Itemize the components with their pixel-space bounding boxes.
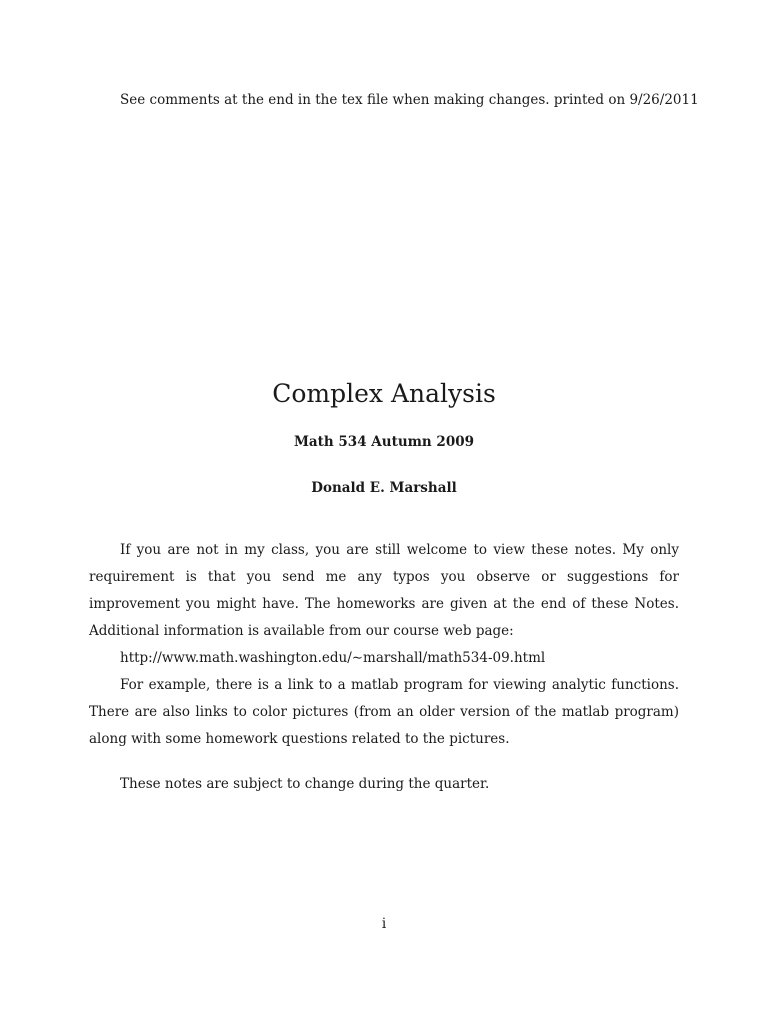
course-web-page-link[interactable]: http://www.math.washington.edu/∼marshall/math534-09.html [120, 650, 546, 666]
example-paragraph: For example, there is a link to a matlab program for viewing analytic functions. There are also links to color pictures (from an older version of the matlab program) along with some homework questions related to the pictures. [89, 677, 679, 747]
course-subtitle: Math 534 Autumn 2009 [293, 434, 475, 450]
author-name: Donald E. Marshall [311, 480, 457, 496]
intro-paragraph: If you are not in my class, you are still welcome to view these notes. My only requirement is that you send me any typos you observe or suggestions for improvement you might have. The homeworks are given at the end of these Notes. Additional information is available from our course web page: [89, 542, 679, 639]
intro-block [89, 537, 679, 753]
change-notice-paragraph: These notes are subject to change during the quarter. [120, 776, 490, 792]
header-note: See comments at the end in the tex file when making changes. printed on 9/26/2011 [120, 92, 699, 108]
page-number: i [381, 916, 387, 932]
document-title: Complex Analysis [272, 379, 496, 408]
